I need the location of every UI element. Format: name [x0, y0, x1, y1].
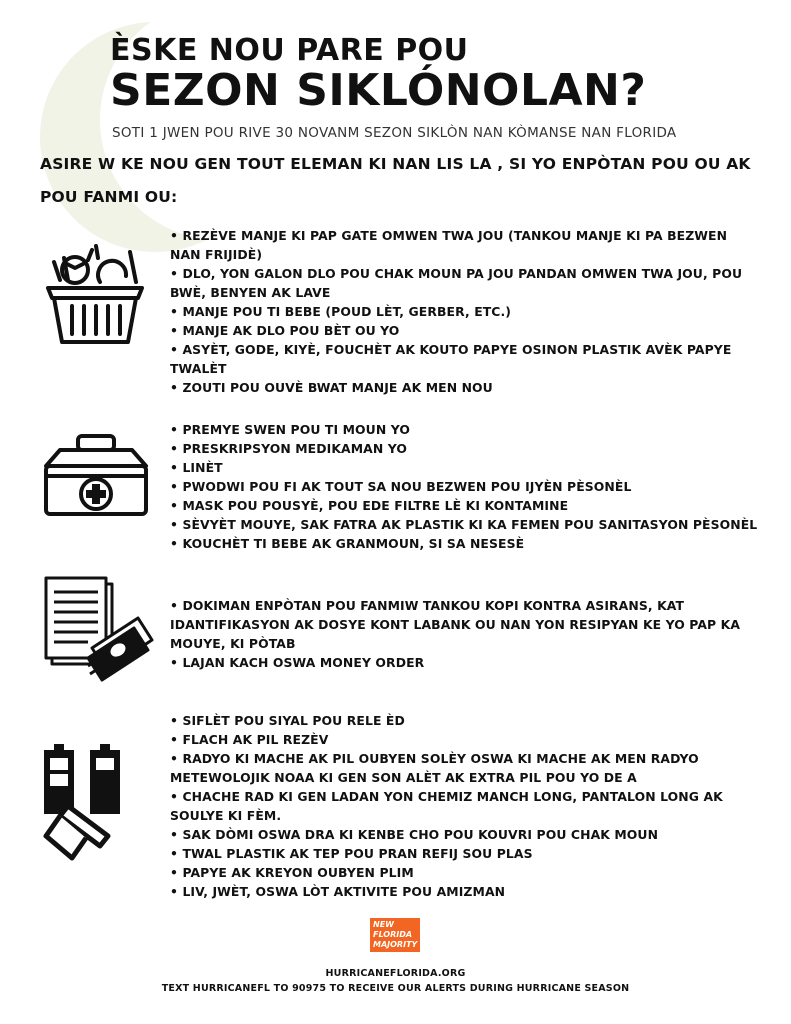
- list-item: • LAJAN KACH OSWA MONEY ORDER: [170, 653, 760, 672]
- food-supplies-list: [170, 226, 760, 397]
- title-line-2: SEZON SIKLÓNOLAN?: [110, 65, 647, 116]
- footer-url[interactable]: HURRICANEFLORIDA.ORG: [325, 968, 466, 979]
- list-item: • MANJE POU TI BEBE (POUD LÈT, GERBER, ETC.): [170, 302, 760, 321]
- list-item: • ASYÈT, GODE, KIYÈ, FOUCHÈT AK KOUTO PAPYE OSINON PLASTIK AVÈK PAPYE TWALÈT: [170, 340, 760, 378]
- list-item: • KOUCHÈT TI BEBE AK GRANMOUN, SI SA NESESÈ: [170, 534, 760, 553]
- list-item: • CHACHE RAD KI GEN LADAN YON CHEMIZ MANCH LONG, PANTALON LONG AK SOULYE KI FÈM.: [170, 787, 760, 825]
- documents-money-icon: [40, 574, 154, 692]
- footer-text: TEXT HURRICANEFL TO 90975 TO RECEIVE OUR ALERTS DURING HURRICANE SEASON: [161, 983, 630, 994]
- subtitle: SOTI 1 JWEN POU RIVE 30 NOVANM SEZON SIKLÒN NAN KÒMANSE NAN FLORIDA: [112, 125, 677, 141]
- logo-line-2: FLORIDA: [373, 930, 413, 939]
- list-item: • SIFLÈT POU SIYAL POU RELE ÈD: [170, 711, 760, 730]
- list-item: • DLO, YON GALON DLO POU CHAK MOUN PA JOU PANDAN OMWEN TWA JOU, POU BWÈ, BENYEN AK LAVE: [170, 264, 760, 302]
- list-item: • SÈVYÈT MOUYE, SAK FATRA AK PLASTIK KI KA FEMEN POU SANITASYON PÈSONÈL: [170, 515, 760, 534]
- food-basket-icon: [40, 240, 150, 350]
- list-item: • REZÈVE MANJE KI PAP GATE OMWEN TWA JOU (TANKOU MANJE KI PA BEZWEN NAN FRIJIDÈ): [170, 226, 760, 264]
- list-item: • LINÈT: [170, 458, 760, 477]
- list-item: • PRESKRIPSYON MEDIKAMAN YO: [170, 439, 760, 458]
- list-item: • ZOUTI POU OUVÈ BWAT MANJE AK MEN NOU: [170, 378, 760, 397]
- list-item: • SAK DÒMI OSWA DRA KI KENBE CHO POU KOUVRI POU CHAK MOUN: [170, 825, 760, 844]
- title-line-1: ÈSKE NOU PARE POU: [110, 33, 469, 68]
- list-item: • DOKIMAN ENPÒTAN POU FANMIW TANKOU KOPI KONTRA ASIRANS, KAT IDANTIFIKASYON AK DOSYE KONT LABANK OU NAN YON RESIPYAN KE YO PAP KA MOUYE, KI PÒTAB: [170, 596, 760, 653]
- list-item: • PWODWI POU FI AK TOUT SA NOU BEZWEN POU IJYÈN PÈSONÈL: [170, 477, 760, 496]
- list-item: • TWAL PLASTIK AK TEP POU PRAN REFIJ SOU PLAS: [170, 844, 760, 863]
- first-aid-kit-icon: [40, 432, 152, 520]
- list-item: • LIV, JWÈT, OSWA LÒT AKTIVITE POU AMIZMAN: [170, 882, 760, 901]
- list-item: • MANJE AK DLO POU BÈT OU YO: [170, 321, 760, 340]
- intro-text: ASIRE W KE NOU GEN TOUT ELEMAN KI NAN LIS LA , SI YO ENPÒTAN POU OU AK POU FANMI OU:: [40, 155, 751, 206]
- documents-list: [170, 596, 760, 672]
- list-item: • RADYO KI MACHE AK PIL OUBYEN SOLÈY OSWA KI MACHE AK MEN RADYO METEWOLOJIK NOAA KI GEN SON ALÈT AK EXTRA PIL POU YO DE A: [170, 749, 760, 787]
- emergency-supplies-list: [170, 711, 760, 901]
- flashlight-batteries-icon: [40, 742, 136, 868]
- list-item: • FLACH AK PIL REZÈV: [170, 730, 760, 749]
- list-item: • PREMYE SWEN POU TI MOUN YO: [170, 420, 760, 439]
- list-item: • PAPYE AK KREYON OUBYEN PLIM: [170, 863, 760, 882]
- list-item: • MASK POU POUSYÈ, POU EDE FILTRE LÈ KI KONTAMINE: [170, 496, 760, 515]
- new-florida-majority-logo: [370, 918, 420, 952]
- logo-line-3: MAJORITY: [373, 940, 418, 949]
- health-supplies-list: [170, 420, 760, 553]
- logo-line-1: NEW: [373, 920, 394, 929]
